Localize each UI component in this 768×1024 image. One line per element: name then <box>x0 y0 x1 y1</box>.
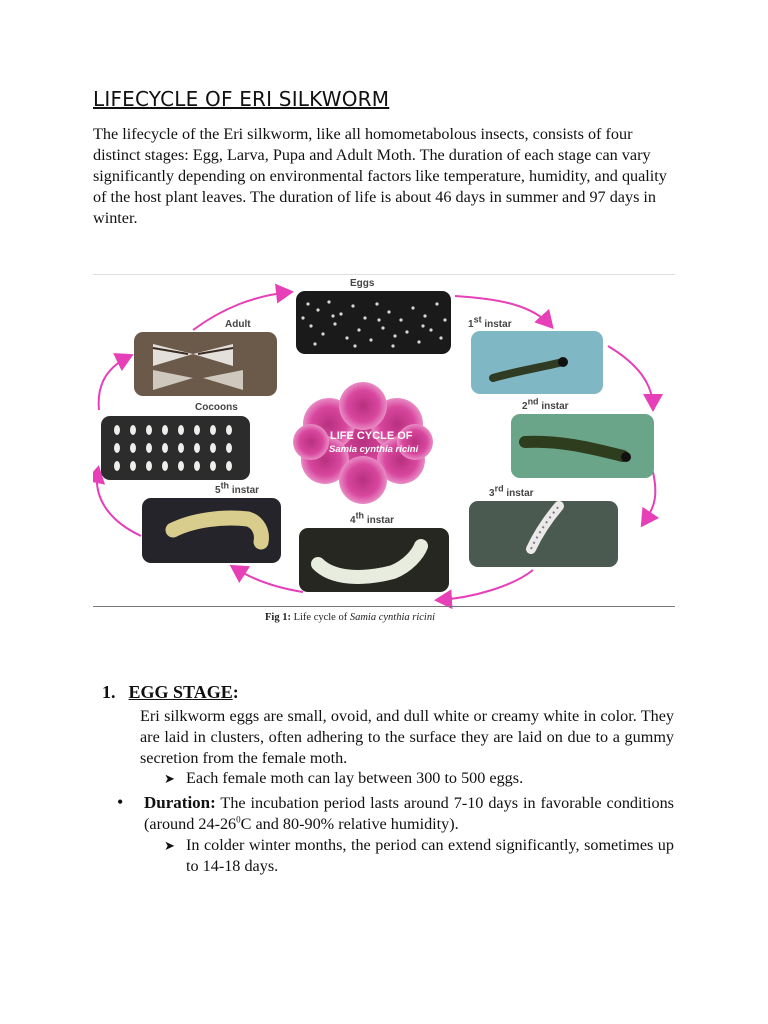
arrow-instar3-to-instar4 <box>438 570 533 600</box>
intro-paragraph: The lifecycle of the Eri silkworm, like all homometabolous insects, consists of four distinct stages: Egg, Larva, Pupa and Adult Moth. The duration of each stage can vary significantly depending on environmental factors like temperature, humidity, and quality of the host plant leaves. The duration of life is about 46 days in summer and 97 days in winter. <box>93 125 667 227</box>
arrow-instar1-to-instar2 <box>608 346 653 408</box>
arrow-right-icon: ➤ <box>164 838 175 853</box>
label-instar1: 1st instar <box>468 314 512 330</box>
adult-photo <box>134 332 277 396</box>
label-instar2: 2nd instar <box>522 396 569 412</box>
section-number: 1. <box>102 682 116 702</box>
page-title: LIFECYCLE OF ERI SILKWORM <box>93 87 390 111</box>
instar4-photo <box>299 528 449 592</box>
instar3-photo <box>469 501 618 567</box>
lifecycle-figure <box>93 274 675 636</box>
label-eggs: Eggs <box>350 278 375 289</box>
instar1-photo <box>471 331 603 394</box>
arrow-point-eggs-count: ➤ Each female moth can lay between 300 to 500 eggs. <box>164 769 524 787</box>
arrow-point-winter: ➤ In colder winter months, the period can extend significantly, sometimes up to 14-18 days. <box>164 836 674 875</box>
label-instar5: 5th instar <box>215 480 260 496</box>
arrow-cocoons-to-adult <box>99 356 130 410</box>
instar2-photo <box>511 414 654 478</box>
center-title: LIFE CYCLE OF <box>330 430 413 442</box>
egg-description: Eri silkworm eggs are small, ovoid, and dull white or creamy white in color. They are laid in clusters, often adhering to the surface they are laid on due to a gummy secretion from the female moth. <box>140 707 674 767</box>
center-cloud <box>293 382 433 504</box>
figure-caption: Fig 1: Life cycle of Samia cynthia ricini <box>265 612 435 623</box>
arrow-instar2-to-instar3 <box>643 472 655 524</box>
bullet-duration: • Duration: The incubation period lasts around 7-10 days in favorable conditions (around $24-26^0C$ and 80-90% relative humidity). <box>117 792 674 833</box>
eggs-photo <box>296 291 451 354</box>
lifecycle-diagram <box>93 274 675 636</box>
duration-label: Duration: <box>144 793 216 812</box>
bullet-dot-icon: • <box>117 792 124 812</box>
label-cocoons: Cocoons <box>195 402 238 413</box>
arrow-instar4-to-instar5 <box>233 567 303 592</box>
arrow-right-icon: ➤ <box>164 771 175 786</box>
label-instar4: 4th instar <box>350 510 395 526</box>
label-adult: Adult <box>225 319 251 330</box>
instar5-photo <box>142 498 281 563</box>
center-species: Samia cynthia ricini <box>329 444 419 455</box>
cocoons-photo <box>101 416 250 480</box>
section-title: EGG STAGE <box>128 682 233 702</box>
figure-caption-rule <box>93 606 675 607</box>
section-heading-egg-stage: 1. EGG STAGE: <box>102 682 239 702</box>
label-instar3: 3rd instar <box>489 483 534 499</box>
